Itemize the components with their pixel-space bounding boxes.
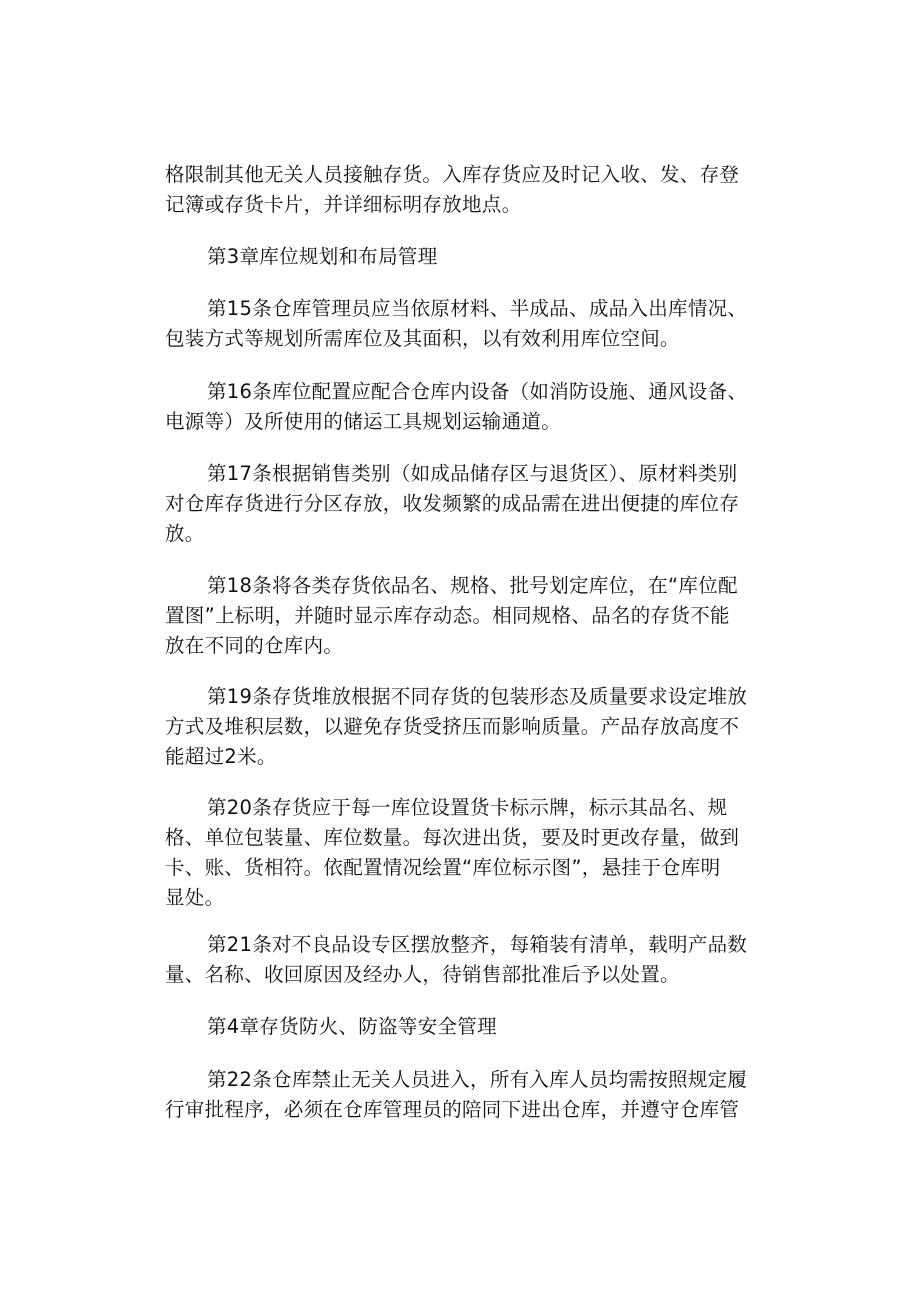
chapter-3-heading: 第3章库位规划和布局管理 [207,245,438,268]
article-21: 第21条对不良品设专区摆放整齐，每箱装有清单，载明产品数 量、名称、收回原因及经办人，待销售部批准后予以处置。 [165,933,748,986]
article-17: 第17条根据销售类别（如成品储存区与退货区）、原材料类别 对仓库存货进行分区存放，收发频繁的成品需在进出便捷的库位存 放。 [165,462,740,545]
article-16: 第16条库位配置应配合仓库内设备（如消防设施、通风设备、 电源等）及所使用的储运工具规划运输通道。 [165,380,748,433]
article-22: 第22条仓库禁止无关人员进入，所有入库人员均需按照规定履 行审批程序，必须在仓库管理员的陪同下进出仓库，并遵守仓库管 [165,1068,748,1121]
article-15: 第15条仓库管理员应当依原材料、半成品、成品入出库情况、 包装方式等规划所需库位及其面积，以有效利用库位空间。 [165,297,748,350]
article-18: 第18条将各类存货依品名、规格、批号划定库位，在“库位配 置图”上标明，并随时显示库存动态。相同规格、品名的存货不能 放在不同的仓库内。 [165,574,738,657]
chapter-4-heading: 第4章存货防火、防盗等安全管理 [207,1015,497,1038]
article-19: 第19条存货堆放根据不同存货的包装形态及质量要求设定堆放 方式及堆积层数，以避免存货受挤压而影响质量。产品存放高度不 能超过2米。 [165,685,748,768]
paragraph-continuation: 格限制其他无关人员接触存货。入库存货应及时记入收、发、存登 记簿或存货卡片，并详细标明存放地点。 [165,163,740,216]
article-20: 第20条存货应于每一库位设置货卡标示牌，标示其品名、规 格、单位包装量、库位数量。每次进出货，要及时更改存量，做到 卡、账、货相符。依配置情况绘置“库位标示图”，悬挂于仓库明 显处。 [165,796,740,909]
